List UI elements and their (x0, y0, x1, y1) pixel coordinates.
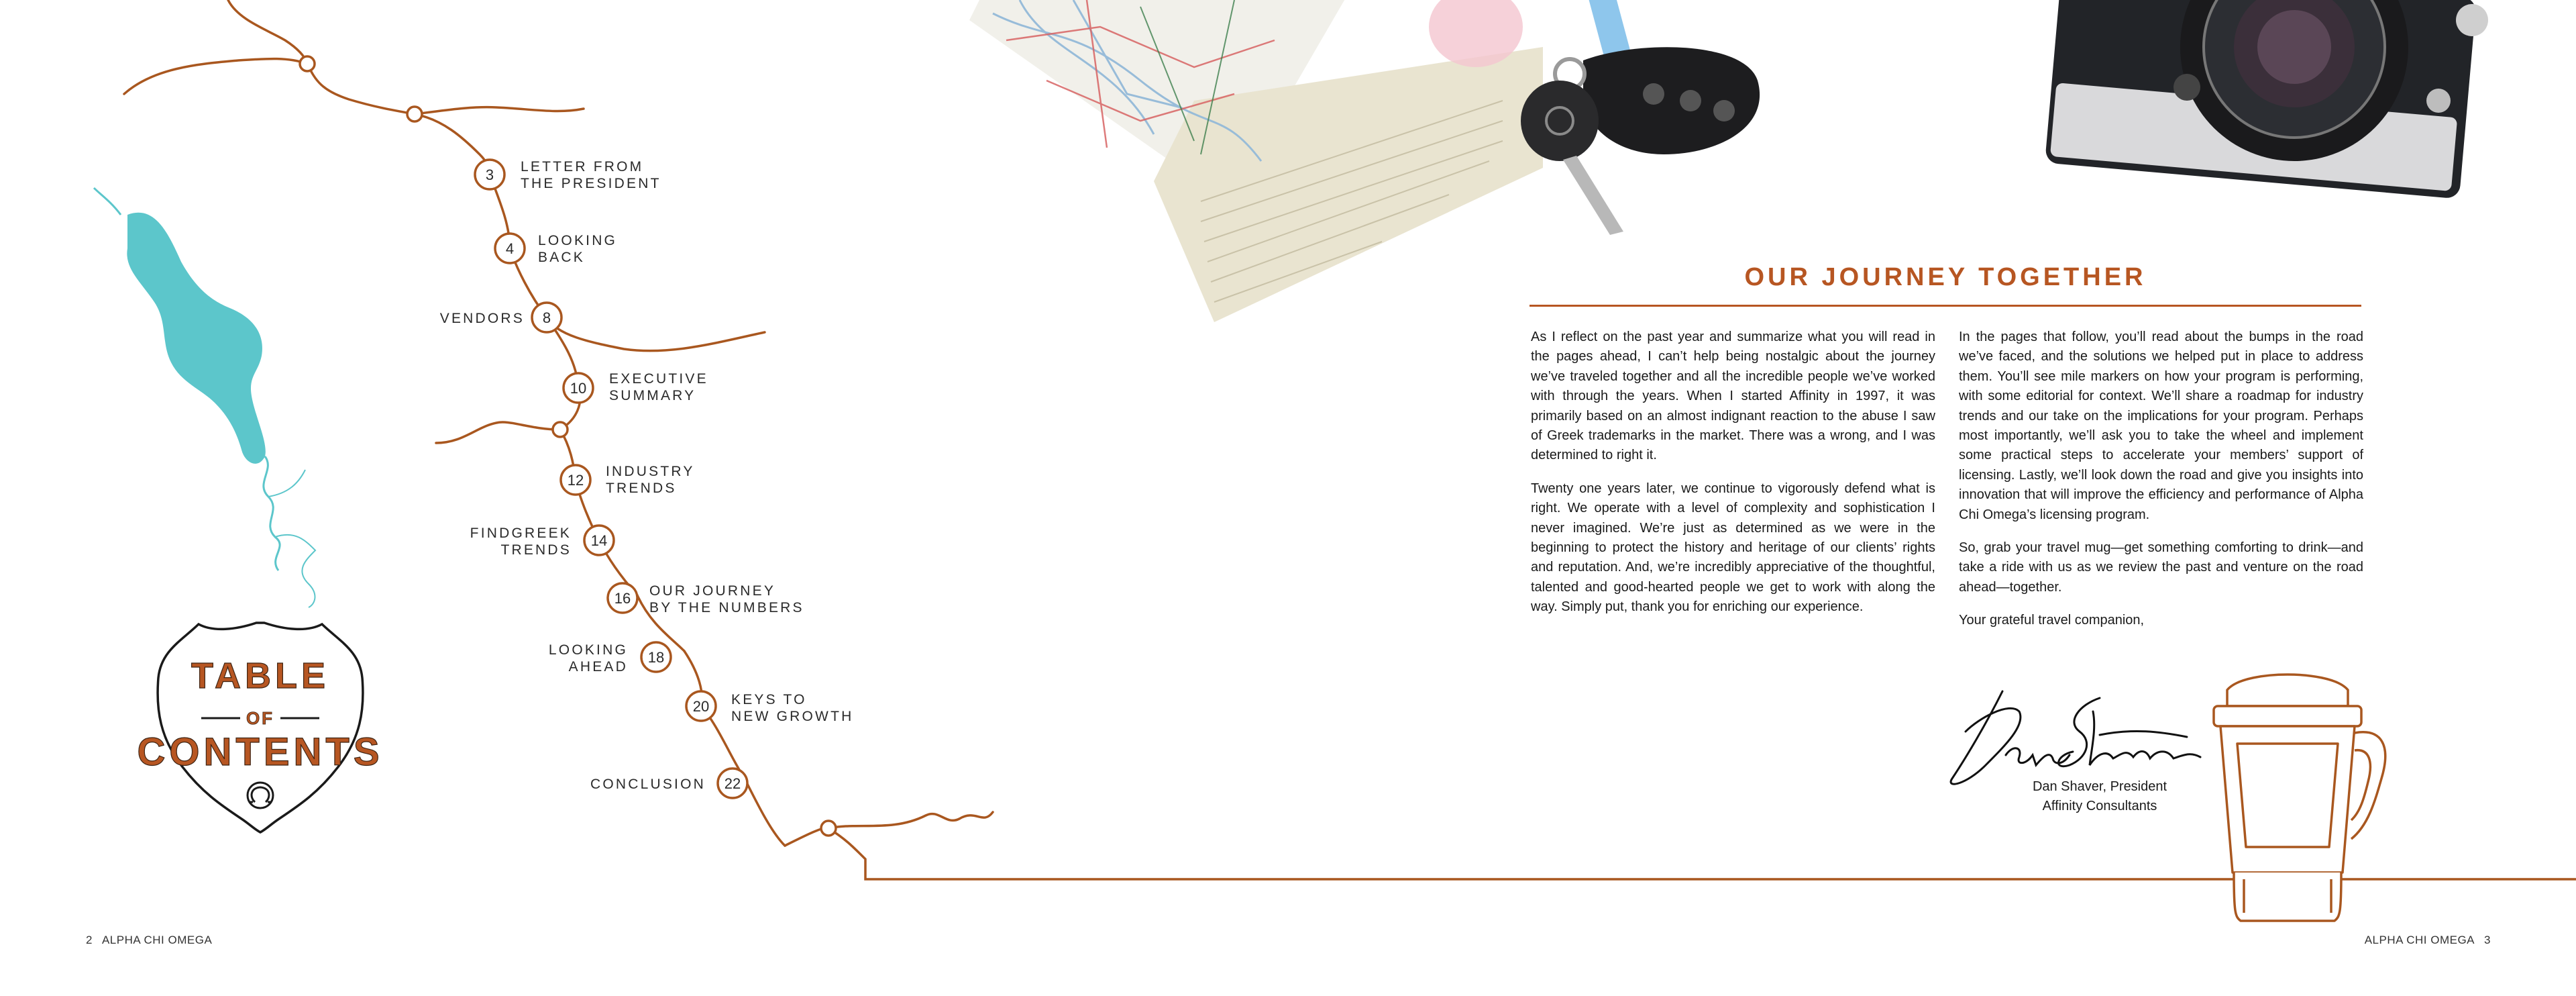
toc-marker-14 (584, 526, 614, 555)
letter-closing: Your grateful travel companion, (1959, 613, 2145, 628)
letter-paragraph: As I reflect on the past year and summarize what you will read in the pages ahead, I can’t help being nostalgic about the journey we’ve traveled together and all the incredible people we’ve worked with through the years. When I started Affinity in 1997, it was primarily based on an almost indignant reaction to the abuse I saw of Greek trademarks in the market. There was a wrong, and I was determined to right it. (1531, 330, 1935, 463)
right-page-number: 3 (2484, 934, 2491, 946)
lake-shape (94, 188, 315, 607)
left-page-folio (86, 934, 212, 947)
toc-item-keys-to-new-growth[interactable]: KEYS TO NEW GROWTH (731, 692, 854, 724)
toc-item-looking-ahead[interactable]: LOOKING AHEAD (548, 642, 628, 675)
svg-text:10: 10 (570, 380, 587, 397)
left-page-number: 2 (86, 934, 93, 946)
svg-text:4: 4 (505, 240, 515, 257)
svg-text:22: 22 (724, 775, 741, 792)
svg-text:18: 18 (647, 649, 665, 666)
toc-marker-22 (718, 768, 747, 798)
letter-headline: OUR JOURNEY TOGETHER (1744, 263, 2147, 291)
svg-text:3: 3 (485, 166, 494, 183)
svg-text:20: 20 (692, 698, 710, 715)
toc-item-our-journey-by-the-numbers[interactable]: OUR JOURNEY BY THE NUMBERS (649, 583, 804, 615)
svg-text:8: 8 (542, 309, 551, 326)
toc-item-letter-from-the-president[interactable]: LETTER FROM THE PRESIDENT (521, 159, 661, 191)
toc-title-line3: CONTENTS (137, 730, 384, 774)
letter-left-column (1531, 328, 1935, 631)
letter-paragraph: In the pages that follow, you’ll read about the bumps in the road we’ve faced, and the solutions we helped put in place to address them. You’ll see mile markers on how your program is performing, with some editorial for context. We’ll share a roadmap for industry trends and our take on the implications for your program. Perhaps most importantly, we’ll ask you to take the wheel and implement some practical steps to accelerate your members’ support of licensing. Lastly, we’ll look down the road and give you insights into innovation that will improve the efficiency and performance of Alpha Chi Omega’s licensing program. (1959, 330, 2363, 522)
toc-marker-3 (475, 160, 504, 189)
toc-item-executive-summary[interactable]: EXECUTIVE SUMMARY (609, 371, 708, 403)
signature-block (1932, 777, 2267, 816)
toc-marker-4 (495, 234, 525, 263)
toc-item-vendors[interactable]: VENDORS (439, 311, 525, 326)
signature-scribble (1951, 691, 2200, 784)
svg-text:12: 12 (567, 472, 584, 489)
toc-marker-8 (532, 303, 561, 332)
toc-marker-12 (561, 465, 590, 495)
letter-paragraph: So, grab your travel mug—get something comforting to drink—and take a ride with us as we review the past and venture on the road ahead—together. (1959, 540, 2363, 595)
svg-text:14: 14 (590, 532, 608, 549)
signer-company: Affinity Consultants (2042, 799, 2157, 813)
right-folio-title: ALPHA CHI OMEGA (2364, 934, 2475, 946)
car-keys-photo (1521, 47, 1760, 235)
letter-paragraph: Twenty one years later, we continue to vigorously defend what is right. We operate with a level of complexity and sophistication I never imagined. We’re just as determined as we were in the beginning to protect the history and heritage of our clients’ rights and reputation. And, we’re incredibly appreciative of the thoughtful, talented and good-hearted people we get to work with along the way. Simply put, thank you for enriching our experience. (1531, 481, 1935, 615)
toc-title-line1: TABLE (191, 656, 329, 696)
letter-right-column (1959, 328, 2363, 644)
toc-item-looking-back[interactable]: LOOKING BACK (538, 233, 618, 265)
toc-marker-18 (641, 642, 671, 672)
toc-marker-10 (564, 373, 593, 403)
toc-marker-16 (608, 583, 637, 613)
toc-shield-badge (138, 623, 384, 832)
svg-text:16: 16 (614, 590, 631, 607)
toc-item-industry-trends[interactable]: INDUSTRY TRENDS (606, 464, 695, 496)
right-page-folio (2365, 934, 2491, 947)
toc-item-conclusion[interactable]: CONCLUSION (590, 777, 706, 792)
signer-name-title: Dan Shaver, President (2032, 779, 2167, 794)
camera-photo (2045, 0, 2488, 199)
headline-rule (1529, 305, 2361, 307)
toc-item-findgreek-trends[interactable]: FINDGREEK TRENDS (470, 526, 572, 558)
left-folio-title: ALPHA CHI OMEGA (101, 934, 213, 946)
toc-marker-20 (686, 691, 716, 721)
toc-title-line2: OF (246, 708, 275, 728)
